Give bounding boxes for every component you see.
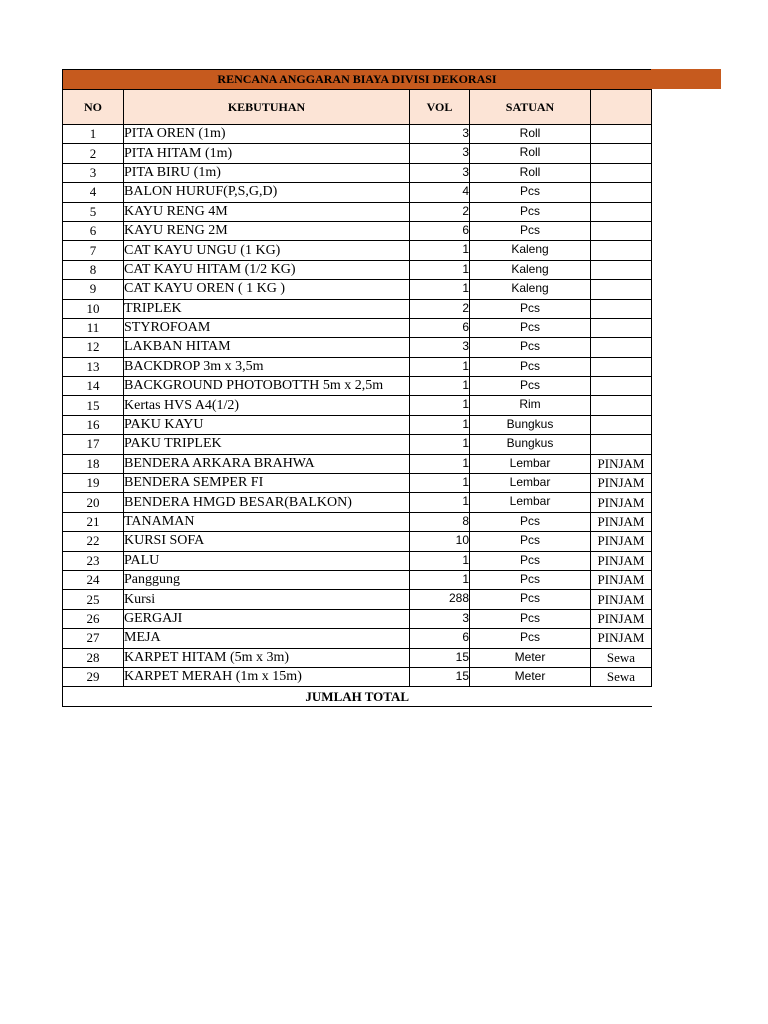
sheet-title: RENCANA ANGGARAN BIAYA DIVISI DEKORASI bbox=[62, 69, 651, 89]
table-row bbox=[63, 202, 652, 221]
cell-kebutuhan[interactable]: PALU bbox=[124, 551, 410, 570]
table-row bbox=[63, 299, 652, 318]
cell-no[interactable]: 21 bbox=[63, 512, 124, 531]
cell-kebutuhan[interactable]: BALON HURUF(P,S,G,D) bbox=[124, 183, 410, 202]
cell-kebutuhan[interactable]: KAYU RENG 2M bbox=[124, 221, 410, 240]
table-row bbox=[63, 532, 652, 551]
cell-keterangan[interactable] bbox=[591, 435, 652, 454]
cell-vol[interactable]: 6 bbox=[410, 318, 470, 337]
cell-vol[interactable]: 3 bbox=[410, 144, 470, 163]
cell-satuan[interactable]: Bungkus bbox=[470, 415, 591, 434]
cell-vol[interactable]: 6 bbox=[410, 221, 470, 240]
cell-keterangan[interactable] bbox=[591, 396, 652, 415]
cell-vol[interactable]: 3 bbox=[410, 163, 470, 182]
table-row bbox=[63, 474, 652, 493]
cell-no[interactable]: 26 bbox=[63, 609, 124, 628]
cell-no[interactable]: 1 bbox=[63, 125, 124, 144]
cell-vol[interactable]: 3 bbox=[410, 338, 470, 357]
cell-no[interactable]: 22 bbox=[63, 532, 124, 551]
total-row bbox=[63, 687, 652, 707]
cell-vol[interactable]: 288 bbox=[410, 590, 470, 609]
cell-keterangan[interactable] bbox=[591, 144, 652, 163]
cell-no[interactable]: 23 bbox=[63, 551, 124, 570]
table-row bbox=[63, 667, 652, 686]
cell-no[interactable]: 3 bbox=[63, 163, 124, 182]
header-kebutuhan[interactable]: KEBUTUHAN bbox=[124, 90, 410, 125]
cell-vol[interactable]: 15 bbox=[410, 648, 470, 667]
cell-no[interactable]: 16 bbox=[63, 415, 124, 434]
cell-keterangan[interactable]: PINJAM bbox=[591, 609, 652, 628]
cell-kebutuhan[interactable]: Kertas HVS A4(1/2) bbox=[124, 396, 410, 415]
cell-keterangan[interactable] bbox=[591, 415, 652, 434]
cell-satuan[interactable]: Meter bbox=[470, 667, 591, 686]
cell-satuan[interactable]: Roll bbox=[470, 163, 591, 182]
table-row bbox=[63, 144, 652, 163]
cell-satuan[interactable]: Pcs bbox=[470, 377, 591, 396]
cell-kebutuhan[interactable]: PITA BIRU (1m) bbox=[124, 163, 410, 182]
cell-keterangan[interactable]: PINJAM bbox=[591, 512, 652, 531]
cell-satuan[interactable]: Kaleng bbox=[470, 260, 591, 279]
header-vol[interactable]: VOL bbox=[410, 90, 470, 125]
cell-kebutuhan[interactable]: STYROFOAM bbox=[124, 318, 410, 337]
cell-keterangan[interactable]: PINJAM bbox=[591, 551, 652, 570]
cell-kebutuhan[interactable]: GERGAJI bbox=[124, 609, 410, 628]
budget-table bbox=[62, 89, 652, 707]
cell-keterangan[interactable] bbox=[591, 280, 652, 299]
cell-keterangan[interactable] bbox=[591, 357, 652, 376]
cell-no[interactable]: 28 bbox=[63, 648, 124, 667]
cell-keterangan[interactable] bbox=[591, 202, 652, 221]
cell-satuan[interactable]: Pcs bbox=[470, 590, 591, 609]
cell-kebutuhan[interactable]: BENDERA ARKARA BRAHWA bbox=[124, 454, 410, 473]
cell-keterangan[interactable]: PINJAM bbox=[591, 454, 652, 473]
cell-keterangan[interactable] bbox=[591, 241, 652, 260]
cell-vol[interactable]: 1 bbox=[410, 396, 470, 415]
table-row bbox=[63, 163, 652, 182]
cell-satuan[interactable]: Pcs bbox=[470, 629, 591, 648]
cell-keterangan[interactable] bbox=[591, 377, 652, 396]
cell-satuan[interactable]: Pcs bbox=[470, 551, 591, 570]
cell-satuan[interactable]: Pcs bbox=[470, 609, 591, 628]
cell-satuan[interactable]: Pcs bbox=[470, 357, 591, 376]
table-row bbox=[63, 629, 652, 648]
cell-keterangan[interactable] bbox=[591, 183, 652, 202]
cell-satuan[interactable]: Lembar bbox=[470, 474, 591, 493]
cell-vol[interactable]: 4 bbox=[410, 183, 470, 202]
cell-kebutuhan[interactable]: BACKDROP 3m x 3,5m bbox=[124, 357, 410, 376]
cell-no[interactable]: 18 bbox=[63, 454, 124, 473]
cell-kebutuhan[interactable]: KARPET HITAM (5m x 3m) bbox=[124, 648, 410, 667]
cell-satuan[interactable]: Bungkus bbox=[470, 435, 591, 454]
table-row bbox=[63, 183, 652, 202]
cell-vol[interactable]: 6 bbox=[410, 629, 470, 648]
cell-kebutuhan[interactable]: TANAMAN bbox=[124, 512, 410, 531]
cell-satuan[interactable]: Rim bbox=[470, 396, 591, 415]
cell-satuan[interactable]: Pcs bbox=[470, 532, 591, 551]
table-row bbox=[63, 318, 652, 337]
cell-satuan[interactable]: Meter bbox=[470, 648, 591, 667]
table-row bbox=[63, 415, 652, 434]
header-keterangan[interactable] bbox=[591, 90, 652, 125]
cell-satuan[interactable]: Roll bbox=[470, 125, 591, 144]
cell-satuan[interactable]: Lembar bbox=[470, 454, 591, 473]
cell-vol[interactable]: 2 bbox=[410, 202, 470, 221]
cell-vol[interactable]: 1 bbox=[410, 551, 470, 570]
cell-no[interactable]: 15 bbox=[63, 396, 124, 415]
cell-vol[interactable]: 3 bbox=[410, 125, 470, 144]
cell-no[interactable]: 12 bbox=[63, 338, 124, 357]
table-row bbox=[63, 377, 652, 396]
cell-satuan[interactable]: Lembar bbox=[470, 493, 591, 512]
cell-satuan[interactable]: Pcs bbox=[470, 183, 591, 202]
cell-keterangan[interactable]: PINJAM bbox=[591, 493, 652, 512]
cell-vol[interactable]: 1 bbox=[410, 241, 470, 260]
cell-no[interactable]: 13 bbox=[63, 357, 124, 376]
cell-kebutuhan[interactable]: Kursi bbox=[124, 590, 410, 609]
cell-keterangan[interactable] bbox=[591, 338, 652, 357]
cell-kebutuhan[interactable]: KAYU RENG 4M bbox=[124, 202, 410, 221]
cell-no[interactable]: 14 bbox=[63, 377, 124, 396]
cell-kebutuhan[interactable]: CAT KAYU UNGU (1 KG) bbox=[124, 241, 410, 260]
table-row bbox=[63, 609, 652, 628]
table-row bbox=[63, 551, 652, 570]
cell-keterangan[interactable] bbox=[591, 163, 652, 182]
cell-no[interactable]: 5 bbox=[63, 202, 124, 221]
cell-keterangan[interactable] bbox=[591, 221, 652, 240]
cell-kebutuhan[interactable]: BENDERA HMGD BESAR(BALKON) bbox=[124, 493, 410, 512]
cell-no[interactable]: 29 bbox=[63, 667, 124, 686]
cell-no[interactable]: 20 bbox=[63, 493, 124, 512]
cell-keterangan[interactable]: PINJAM bbox=[591, 570, 652, 589]
cell-keterangan[interactable] bbox=[591, 318, 652, 337]
cell-keterangan[interactable] bbox=[591, 299, 652, 318]
cell-kebutuhan[interactable]: MEJA bbox=[124, 629, 410, 648]
table-row bbox=[63, 221, 652, 240]
cell-no[interactable]: 24 bbox=[63, 570, 124, 589]
cell-kebutuhan[interactable]: Panggung bbox=[124, 570, 410, 589]
table-row bbox=[63, 338, 652, 357]
cell-no[interactable]: 25 bbox=[63, 590, 124, 609]
table-row bbox=[63, 590, 652, 609]
cell-vol[interactable]: 1 bbox=[410, 280, 470, 299]
total-label[interactable]: JUMLAH TOTAL bbox=[63, 687, 652, 707]
cell-vol[interactable]: 1 bbox=[410, 357, 470, 376]
cell-satuan[interactable]: Pcs bbox=[470, 202, 591, 221]
cell-keterangan[interactable]: PINJAM bbox=[591, 532, 652, 551]
cell-satuan[interactable]: Kaleng bbox=[470, 280, 591, 299]
cell-vol[interactable]: 1 bbox=[410, 435, 470, 454]
table-row bbox=[63, 125, 652, 144]
cell-satuan[interactable]: Pcs bbox=[470, 570, 591, 589]
table-row bbox=[63, 454, 652, 473]
cell-satuan[interactable]: Pcs bbox=[470, 338, 591, 357]
cell-vol[interactable]: 1 bbox=[410, 570, 470, 589]
cell-kebutuhan[interactable]: PAKU TRIPLEK bbox=[124, 435, 410, 454]
cell-satuan[interactable]: Pcs bbox=[470, 318, 591, 337]
header-row bbox=[63, 90, 652, 125]
table-row bbox=[63, 435, 652, 454]
cell-kebutuhan[interactable]: KARPET MERAH (1m x 15m) bbox=[124, 667, 410, 686]
table-row bbox=[63, 280, 652, 299]
cell-keterangan[interactable] bbox=[591, 260, 652, 279]
cell-keterangan[interactable]: PINJAM bbox=[591, 474, 652, 493]
cell-keterangan[interactable] bbox=[591, 125, 652, 144]
cell-kebutuhan[interactable]: PAKU KAYU bbox=[124, 415, 410, 434]
cell-satuan[interactable]: Pcs bbox=[470, 221, 591, 240]
cell-kebutuhan[interactable]: BACKGROUND PHOTOBOTTH 5m x 2,5m bbox=[124, 377, 410, 396]
cell-kebutuhan[interactable]: CAT KAYU OREN ( 1 KG ) bbox=[124, 280, 410, 299]
cell-keterangan[interactable]: PINJAM bbox=[591, 590, 652, 609]
cell-no[interactable]: 17 bbox=[63, 435, 124, 454]
table-row bbox=[63, 396, 652, 415]
header-satuan[interactable]: SATUAN bbox=[470, 90, 591, 125]
cell-vol[interactable]: 10 bbox=[410, 532, 470, 551]
cell-no[interactable]: 27 bbox=[63, 629, 124, 648]
cell-no[interactable]: 10 bbox=[63, 299, 124, 318]
table-row bbox=[63, 648, 652, 667]
cell-no[interactable]: 9 bbox=[63, 280, 124, 299]
cell-vol[interactable]: 1 bbox=[410, 493, 470, 512]
table-row bbox=[63, 260, 652, 279]
cell-vol[interactable]: 1 bbox=[410, 377, 470, 396]
cell-no[interactable]: 7 bbox=[63, 241, 124, 260]
cell-kebutuhan[interactable]: BENDERA SEMPER FI bbox=[124, 474, 410, 493]
cell-satuan[interactable]: Pcs bbox=[470, 299, 591, 318]
table-row bbox=[63, 570, 652, 589]
cell-no[interactable]: 19 bbox=[63, 474, 124, 493]
cell-satuan[interactable]: Kaleng bbox=[470, 241, 591, 260]
cell-keterangan[interactable]: Sewa bbox=[591, 648, 652, 667]
table-row bbox=[63, 512, 652, 531]
cell-vol[interactable]: 3 bbox=[410, 609, 470, 628]
cell-vol[interactable]: 1 bbox=[410, 415, 470, 434]
cell-no[interactable]: 4 bbox=[63, 183, 124, 202]
cell-kebutuhan[interactable]: TRIPLEK bbox=[124, 299, 410, 318]
cell-satuan[interactable]: Roll bbox=[470, 144, 591, 163]
cell-no[interactable]: 8 bbox=[63, 260, 124, 279]
cell-vol[interactable]: 2 bbox=[410, 299, 470, 318]
cell-vol[interactable]: 1 bbox=[410, 260, 470, 279]
cell-vol[interactable]: 15 bbox=[410, 667, 470, 686]
table-row bbox=[63, 357, 652, 376]
cell-kebutuhan[interactable]: PITA OREN (1m) bbox=[124, 125, 410, 144]
cell-vol[interactable]: 1 bbox=[410, 474, 470, 493]
cell-no[interactable]: 2 bbox=[63, 144, 124, 163]
cell-kebutuhan[interactable]: PITA HITAM (1m) bbox=[124, 144, 410, 163]
cell-kebutuhan[interactable]: KURSI SOFA bbox=[124, 532, 410, 551]
cell-keterangan[interactable]: PINJAM bbox=[591, 629, 652, 648]
cell-no[interactable]: 6 bbox=[63, 221, 124, 240]
table-row bbox=[63, 493, 652, 512]
cell-keterangan[interactable]: Sewa bbox=[591, 667, 652, 686]
cell-no[interactable]: 11 bbox=[63, 318, 124, 337]
table-row bbox=[63, 241, 652, 260]
cell-satuan[interactable]: Pcs bbox=[470, 512, 591, 531]
header-no[interactable]: NO bbox=[63, 90, 124, 125]
cell-kebutuhan[interactable]: CAT KAYU HITAM (1/2 KG) bbox=[124, 260, 410, 279]
cell-kebutuhan[interactable]: LAKBAN HITAM bbox=[124, 338, 410, 357]
cell-vol[interactable]: 8 bbox=[410, 512, 470, 531]
cell-vol[interactable]: 1 bbox=[410, 454, 470, 473]
